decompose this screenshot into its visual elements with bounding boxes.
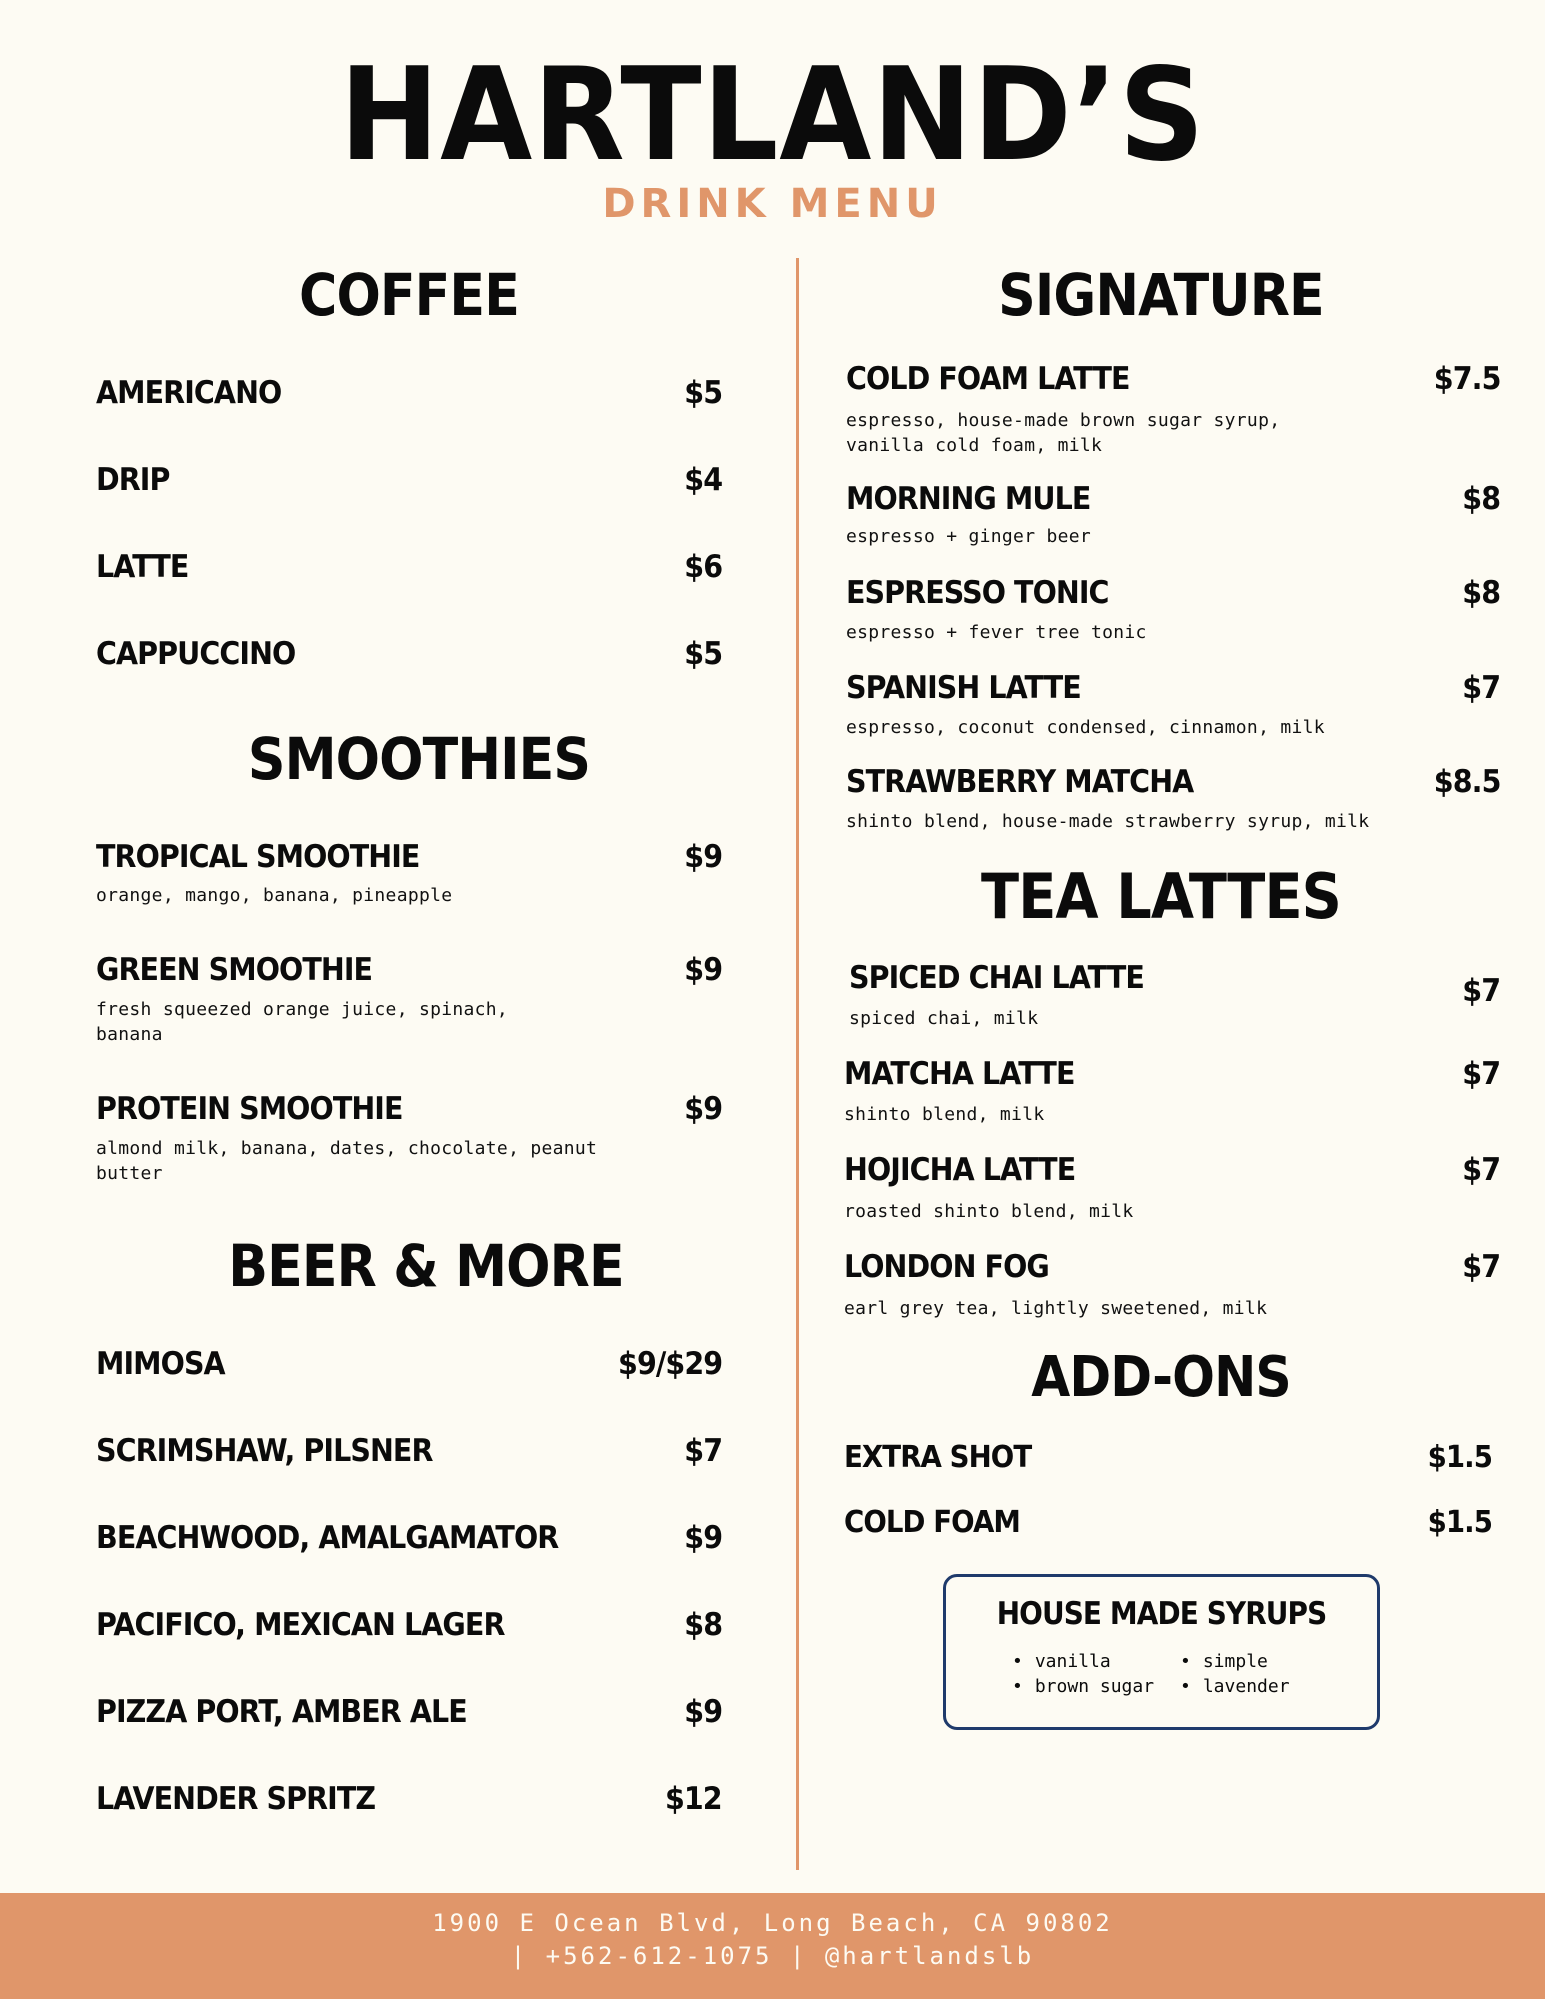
syrups-title: HOUSE MADE SYRUPS [996, 1596, 1327, 1632]
menu-item-price: $9 [684, 839, 722, 875]
menu-item-price: $7 [1462, 1249, 1500, 1285]
menu-item-name: COLD FOAM LATTE [846, 361, 1130, 397]
menu-item-price: $5 [684, 375, 722, 411]
section-title-smoothies: SMOOTHIES [247, 725, 591, 793]
menu-item-description: spiced chai, milk [849, 1008, 1039, 1029]
menu-item-price: $7.5 [1433, 361, 1500, 397]
footer-bar [0, 1893, 1545, 1999]
section-title-add-ons: ADD-ONS [1031, 1345, 1291, 1410]
syrup-list-item: • simple [1180, 1653, 1268, 1671]
menu-item-price: $9/$29 [617, 1346, 722, 1382]
syrup-list-item: • brown sugar [1012, 1678, 1154, 1696]
menu-item-price: $7 [1462, 670, 1500, 706]
menu-item-price: $8 [684, 1607, 722, 1643]
brand-title: HARTLAND’S [339, 41, 1206, 190]
menu-item-name: GREEN SMOOTHIE [96, 952, 373, 988]
section-title-beer-and-more: BEER & MORE [228, 1232, 624, 1300]
menu-item-price: $7 [684, 1433, 722, 1469]
menu-item-name: HOJICHA LATTE [844, 1152, 1076, 1188]
menu-item-price: $8 [1462, 575, 1500, 611]
menu-item-name: CAPPUCCINO [96, 636, 296, 672]
menu-item-description: espresso + ginger beer [846, 526, 1092, 547]
section-title-coffee: COFFEE [299, 261, 519, 329]
menu-item-name: PROTEIN SMOOTHIE [96, 1091, 403, 1127]
menu-item-name: MORNING MULE [846, 481, 1091, 517]
menu-item-price: $9 [684, 952, 722, 988]
syrup-list-item: • lavender [1180, 1678, 1290, 1696]
menu-item-description: espresso, house-made brown sugar syrup, [846, 410, 1281, 431]
column-divider [796, 258, 799, 1870]
menu-item-name: DRIP [96, 462, 170, 498]
menu-item-description: earl grey tea, lightly sweetened, milk [844, 1298, 1268, 1319]
menu-item-price: $9 [684, 1694, 722, 1730]
syrup-list-item: • vanilla [1012, 1653, 1111, 1671]
menu-item-price: $12 [665, 1781, 722, 1817]
menu-item-description: orange, mango, banana, pineapple [96, 885, 453, 906]
house-made-syrups-box [943, 1574, 1380, 1730]
menu-item-price: $9 [684, 1091, 722, 1127]
menu-item-description: roasted shinto blend, milk [844, 1201, 1134, 1222]
menu-item-name: SPANISH LATTE [846, 670, 1081, 706]
menu-item-price: $1.5 [1427, 1505, 1492, 1540]
menu-subtitle: DRINK MENU [602, 181, 943, 227]
menu-item-price: $5 [684, 636, 722, 672]
menu-item-name: AMERICANO [96, 375, 282, 411]
menu-item-name: PIZZA PORT, AMBER ALE [96, 1694, 467, 1730]
menu-item-description: fresh squeezed orange juice, spinach, [96, 999, 509, 1020]
footer-contact: | +562-612-1075 | @hartlandslb [510, 1942, 1035, 1970]
menu-item-price: $4 [684, 462, 722, 498]
menu-item-price: $7 [1462, 973, 1500, 1009]
menu-item-name: SPICED CHAI LATTE [849, 960, 1144, 996]
menu-item-price: $1.5 [1427, 1440, 1492, 1475]
footer-address: 1900 E Ocean Blvd, Long Beach, CA 90802 [432, 1909, 1113, 1937]
menu-item-description: butter [96, 1163, 163, 1184]
menu-item-name: LATTE [96, 549, 189, 585]
menu-item-description: banana [96, 1024, 163, 1045]
menu-item-name: SCRIMSHAW, PILSNER [96, 1433, 433, 1469]
menu-item-description: espresso, coconut condensed, cinnamon, milk [846, 717, 1325, 738]
menu-item-description: vanilla cold foam, milk [846, 435, 1103, 456]
menu-item-price: $8 [1462, 481, 1500, 517]
menu-item-description: shinto blend, house-made strawberry syrup, milk [846, 811, 1370, 832]
menu-item-name: MIMOSA [96, 1346, 225, 1382]
menu-item-name: LAVENDER SPRITZ [96, 1781, 376, 1817]
menu-item-description: espresso + fever tree tonic [846, 622, 1147, 643]
menu-item-price: $7 [1462, 1056, 1500, 1092]
section-title-signature: SIGNATURE [998, 261, 1324, 329]
menu-item-name: LONDON FOG [844, 1249, 1049, 1285]
menu-item-name: BEACHWOOD, AMALGAMATOR [96, 1520, 559, 1556]
section-title-tea-lattes: TEA LATTES [981, 860, 1341, 933]
menu-item-description: shinto blend, milk [844, 1104, 1045, 1125]
menu-item-price: $7 [1462, 1152, 1500, 1188]
menu-item-name: MATCHA LATTE [844, 1056, 1075, 1092]
menu-item-price: $9 [684, 1520, 722, 1556]
menu-item-name: COLD FOAM [844, 1505, 1020, 1540]
menu-item-price: $8.5 [1433, 764, 1500, 800]
menu-item-name: STRAWBERRY MATCHA [846, 764, 1194, 800]
menu-item-name: EXTRA SHOT [844, 1440, 1032, 1475]
menu-item-name: ESPRESSO TONIC [846, 575, 1109, 611]
menu-item-description: almond milk, banana, dates, chocolate, peanut [96, 1138, 598, 1159]
menu-item-name: PACIFICO, MEXICAN LAGER [96, 1607, 505, 1643]
menu-item-name: TROPICAL SMOOTHIE [96, 839, 420, 875]
menu-item-price: $6 [684, 549, 722, 585]
